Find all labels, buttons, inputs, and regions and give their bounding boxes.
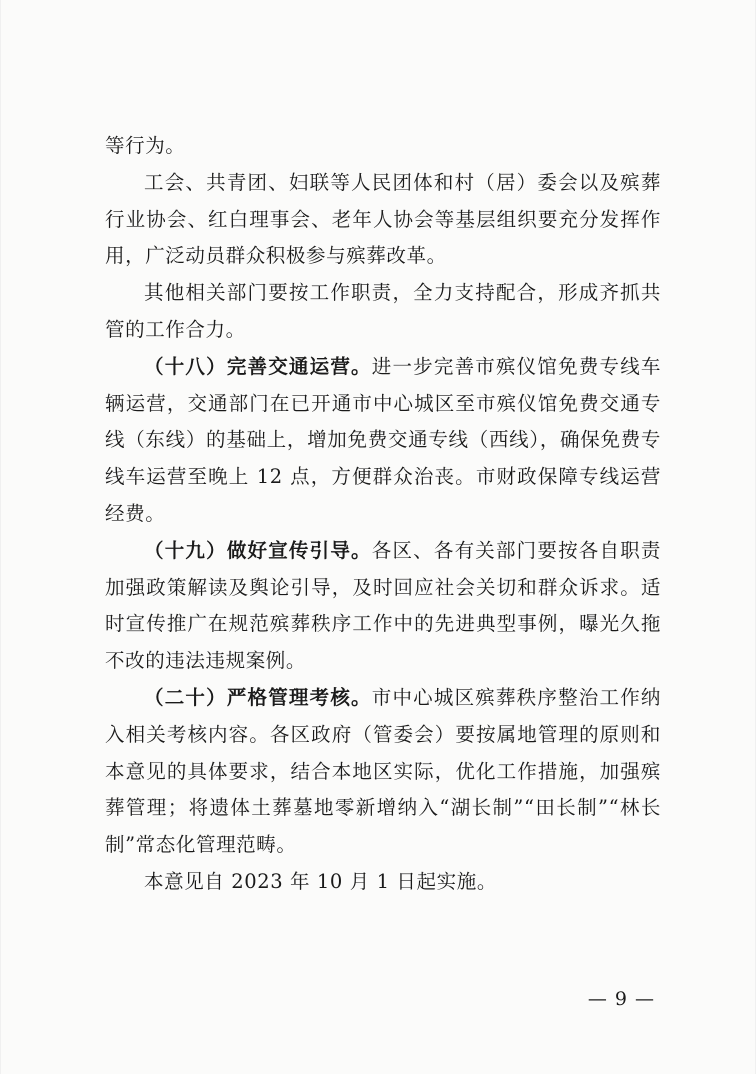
page-number: — 9 —	[587, 988, 655, 1010]
paragraph-1-text: 等行为。	[105, 134, 186, 157]
paragraph-2	[105, 165, 661, 275]
section-19-text: 各区、各有关部门要按各自职责加强政策解读及舆论引导，及时回应社会关切和群众诉求。适时宣传推广在规范殡葬秩序工作中的先进典型事例，曝光久拖不改的违法违规案例。	[105, 538, 661, 673]
effective-date-text: 本意见自 2023 年 10 月 1 日起实施。	[144, 869, 497, 893]
paragraph-18	[105, 349, 661, 533]
paragraph-effective-date	[105, 864, 661, 901]
section-19-heading: （十九）做好宣传引导。	[144, 538, 372, 562]
paragraph-3	[105, 275, 661, 349]
paragraph-19	[105, 533, 661, 680]
paragraph-3-text: 其他相关部门要按工作职责，全力支持配合，形成齐抓共管的工作合力。	[105, 281, 661, 341]
paragraph-1	[105, 128, 661, 165]
section-18-heading: （十八）完善交通运营。	[144, 354, 372, 378]
section-20-text: 市中心城区殡葬秩序整治工作纳入相关考核内容。各区政府（管委会）要按属地管理的原则和本意见的具体要求，结合本地区实际，优化工作措施，加强殡葬管理；将遗体土葬墓地零新增纳入“湖长制”“田长制”“林长制”常态化管理范畴。	[105, 685, 661, 857]
document-body	[105, 128, 661, 901]
paragraph-2-text: 工会、共青团、妇联等人民团体和村（居）委会以及殡葬行业协会、红白理事会、老年人协会等基层组织要充分发挥作用，广泛动员群众积极参与殡葬改革。	[105, 170, 661, 268]
paragraph-20	[105, 680, 661, 864]
section-20-heading: （二十）严格管理考核。	[144, 685, 372, 709]
section-18-text: 进一步完善市殡仪馆免费专线车辆运营，交通部门在已开通市中心城区至市殡仪馆免费交通专线（东线）的基础上，增加免费交通专线（西线），确保免费专线车运营至晚上 12 点，方便群众治丧。市财政保障专线运营经费。	[105, 354, 661, 525]
